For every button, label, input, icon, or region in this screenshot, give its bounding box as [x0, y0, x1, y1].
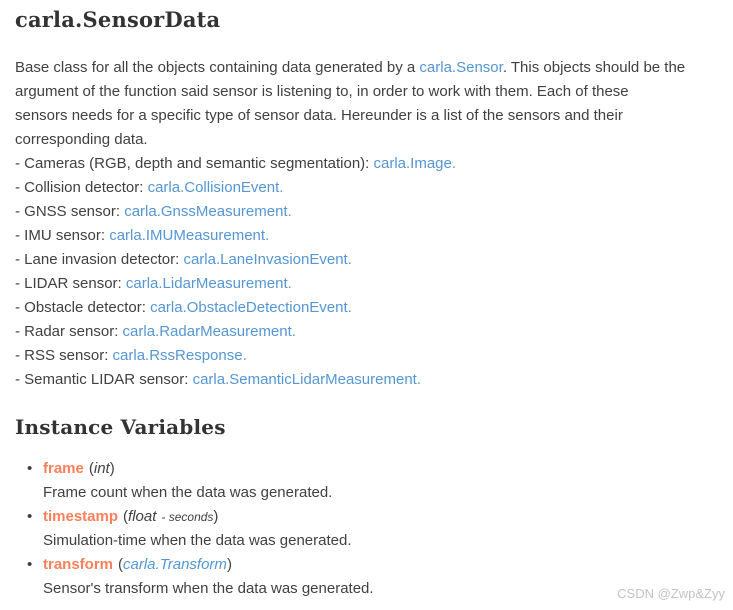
sensor-list-item: [15, 176, 719, 200]
link-carla-transform[interactable]: carla.Transform: [123, 556, 227, 573]
link-carla-sensor[interactable]: carla.Sensor: [419, 59, 503, 76]
sensor-label: - RSS sensor:: [15, 347, 113, 364]
sensor-label: - Semantic LIDAR sensor:: [15, 371, 193, 388]
link-carla-obstacledetectionevent[interactable]: carla.ObstacleDetectionEvent.: [150, 299, 352, 316]
page-title: carla.SensorData: [15, 7, 221, 32]
sensor-label: - Collision detector:: [15, 179, 148, 196]
paren-close: ): [109, 460, 115, 477]
variable-type: float: [128, 508, 157, 525]
intro-text: Base class for all the objects containing data generated by a: [15, 59, 420, 76]
variable-description: Sensor's transform when the data was generated.: [43, 580, 374, 597]
paren-close: ): [226, 556, 232, 573]
variable-name: timestamp: [43, 508, 119, 525]
intro-line: sensors needs for a specific type of sensor data. Hereunder is a list of the sensors and their: [15, 107, 623, 124]
link-carla-semanticlidarmeasurement[interactable]: carla.SemanticLidarMeasurement.: [192, 371, 421, 388]
intro-text: . This objects should be the: [502, 59, 686, 76]
sensor-list-item: [15, 296, 719, 320]
variable-description: Frame count when the data was generated.: [43, 484, 333, 501]
variable-unit-note: - seconds: [161, 510, 214, 524]
variable-signature: [43, 553, 719, 577]
link-carla-imumeasurement[interactable]: carla.IMUMeasurement.: [109, 227, 270, 244]
sensor-label: - Radar sensor:: [15, 323, 123, 340]
variable-name: frame: [43, 460, 84, 477]
csdn-watermark: CSDN @Zwp&Zyy: [617, 586, 725, 601]
sensor-list-item: [15, 248, 719, 272]
sensor-list-item: [15, 344, 719, 368]
instance-variables-heading: Instance Variables: [15, 415, 226, 439]
link-carla-lidarmeasurement[interactable]: carla.LidarMeasurement.: [125, 275, 292, 292]
intro-line: [15, 56, 719, 80]
instance-variable-item: [15, 553, 719, 601]
sensor-list-item: [15, 200, 719, 224]
intro-line: argument of the function said sensor is listening to, in order to work with them. Each of these: [15, 83, 629, 100]
sensor-label: - Cameras (RGB, depth and semantic segmentation):: [15, 155, 374, 172]
variable-name: transform: [43, 556, 114, 573]
link-carla-gnssmeasurement[interactable]: carla.GnssMeasurement.: [124, 203, 292, 220]
instance-variables-list: [15, 457, 719, 601]
instance-variable-item: [15, 505, 719, 553]
variable-signature: [43, 505, 719, 529]
link-carla-rssresponse[interactable]: carla.RssResponse.: [112, 347, 247, 364]
paren-open: (: [123, 508, 129, 525]
intro-paragraph: [15, 56, 719, 152]
sensor-label: - LIDAR sensor:: [15, 275, 126, 292]
variable-signature: [43, 457, 719, 481]
link-carla-radarmeasurement[interactable]: carla.RadarMeasurement.: [122, 323, 296, 340]
paren-open: (: [118, 556, 124, 573]
link-carla-collisionevent[interactable]: carla.CollisionEvent.: [147, 179, 284, 196]
sensor-list: [15, 152, 719, 392]
link-carla-laneinvasionevent[interactable]: carla.LaneInvasionEvent.: [183, 251, 352, 268]
sensor-label: - GNSS sensor:: [15, 203, 125, 220]
link-carla-image[interactable]: carla.Image.: [373, 155, 457, 172]
paren-close: ): [213, 508, 219, 525]
intro-line: corresponding data.: [15, 131, 148, 148]
paren-open: (: [88, 460, 94, 477]
sensor-list-item: [15, 272, 719, 296]
sensor-label: - Obstacle detector:: [15, 299, 151, 316]
variable-type: int: [93, 460, 110, 477]
sensor-list-item: [15, 368, 719, 392]
sensor-list-item: [15, 320, 719, 344]
variable-description: Simulation-time when the data was generated.: [43, 532, 352, 549]
sensor-label: - IMU sensor:: [15, 227, 110, 244]
sensor-list-item: [15, 152, 719, 176]
sensor-list-item: [15, 224, 719, 248]
instance-variable-item: [15, 457, 719, 505]
sensor-label: - Lane invasion detector:: [15, 251, 184, 268]
